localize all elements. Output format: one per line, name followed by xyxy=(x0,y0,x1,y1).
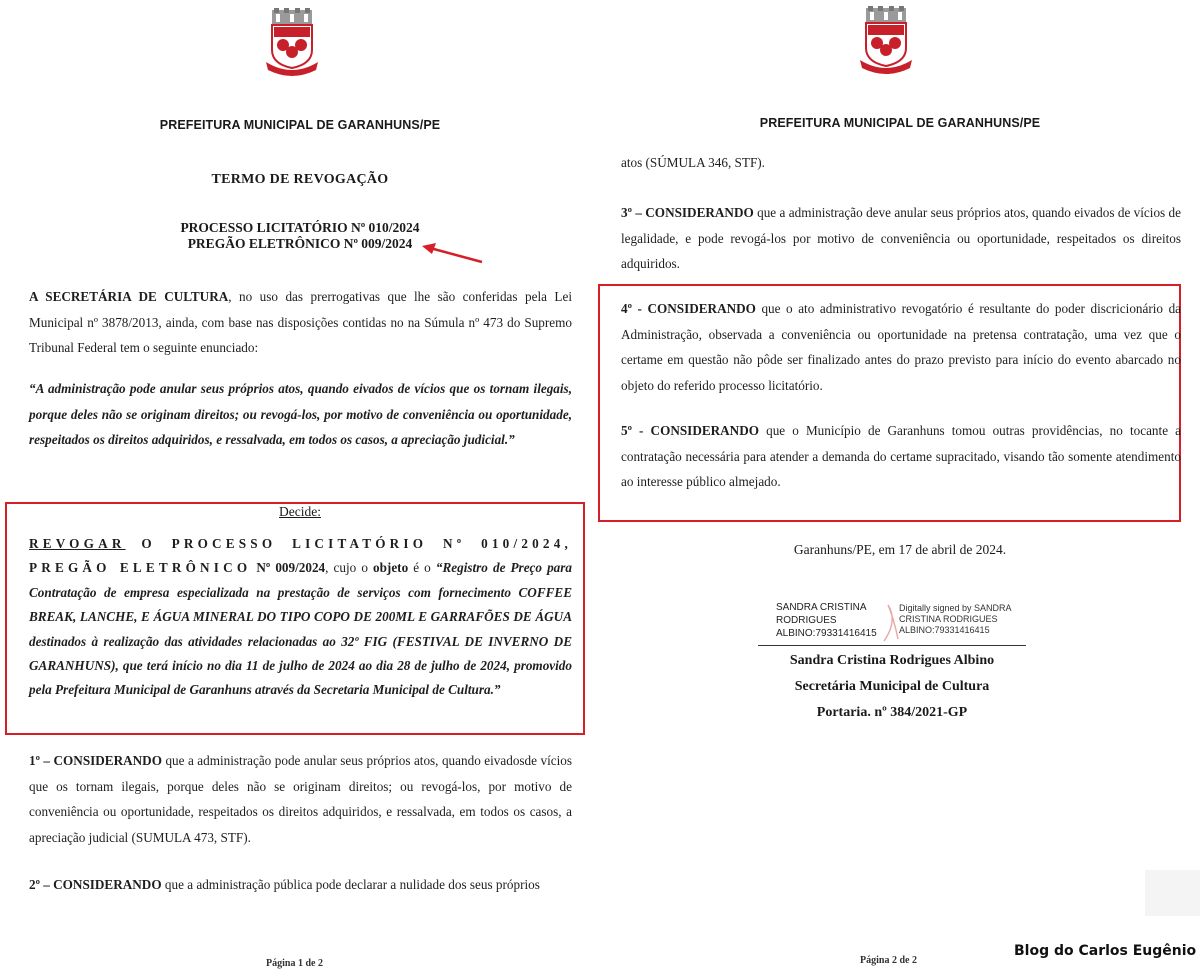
considerando-3-lead: 3º – CONSIDERANDO xyxy=(621,205,754,220)
page-footer xyxy=(266,958,323,969)
process-number-block xyxy=(0,220,600,252)
sig-name-line-1: SANDRA CRISTINA xyxy=(776,602,867,613)
footer-page-number: 2 xyxy=(891,955,897,966)
decide-label: Decide: xyxy=(279,504,321,519)
signatory-portaria: Portaria. nº 384/2021-GP xyxy=(816,705,968,720)
scan-artifact xyxy=(1145,870,1200,916)
decision-cujo: , cujo o xyxy=(325,560,373,576)
footer-total: 2 xyxy=(317,958,323,969)
footer-pre: Página xyxy=(860,955,892,966)
considerando-1 xyxy=(29,748,572,850)
blog-watermark: Blog do Carlos Eugênio xyxy=(1014,943,1197,959)
considerando-5-lead: 5º - CONSIDERANDO xyxy=(621,423,759,438)
intro-lead: A SECRETÁRIA DE CULTURA xyxy=(29,289,229,304)
footer-mid: de xyxy=(896,955,912,966)
considerando-1-lead: 1º – CONSIDERANDO xyxy=(29,753,162,768)
footer-page-number: 1 xyxy=(297,958,303,969)
considerando-2-lead: 2º – CONSIDERANDO xyxy=(29,877,162,892)
sumula-quote: “A administração pode anular seus próprios atos, quando eivados de vícios que os tornam ilegais, porque deles não se originam direitos; ou revogá-los, por motivo de conveniência ou oportunidade, respeitados os direitos adquiridos, e ressalvada, em todos os casos, a apreciação judicial.” xyxy=(29,381,572,447)
decision-objeto: objeto xyxy=(373,560,409,576)
decision-caps: O PROCESSO LICITATÓRIO Nº 010/2024, PREGÃO ELETRÔNICO xyxy=(29,536,572,576)
considerando-5-text: que o Município de Garanhuns tomou outras providências, no tocante a contratação necessária para atender a demanda do certame supracitado, visando tão somente atendimento ao interesse público almejado. xyxy=(621,423,1182,489)
signatory-block xyxy=(600,648,1184,726)
signatory-name: Sandra Cristina Rodrigues Albino xyxy=(789,653,995,668)
considerando-2-text: que a administração pública pode declarar a nulidade dos seus próprios xyxy=(161,877,540,892)
revogar-word: REVOGAR xyxy=(29,536,126,551)
sig-info-line-3: ALBINO:79331416415 xyxy=(899,625,990,635)
sig-name-line-2: RODRIGUES xyxy=(776,615,837,626)
footer-pre: Página xyxy=(266,958,298,969)
considerando-4 xyxy=(621,296,1181,398)
page-header: PREFEITURA MUNICIPAL DE GARANHUNS/PE xyxy=(759,116,1041,130)
intro-text: , no uso das prerrogativas que lhe são conferidas pela Lei Municipal nº 3878/2013, ainda, com base nas disposições contidas no na Súmula nº 473 do Supremo Tribunal Federal tem o seguinte enunciado: xyxy=(29,289,573,355)
considerando-4-text: que o ato administrativo revogatório é resultante do poder discricionário da Administração, observada a conveniência ou oportunidade na pretensa contratação, uma vez que o certame em questão não pôde ser finalizado antes do prazo previsto para início do evento abarcado no objeto do referido processo licitatório. xyxy=(621,301,1182,393)
digital-signature-info xyxy=(899,603,1024,636)
considerando-4-lead: 4º - CONSIDERANDO xyxy=(621,301,756,316)
document-page-2 xyxy=(600,0,1200,974)
sig-info-line-1: Digitally signed by SANDRA xyxy=(899,603,1012,613)
page-header: PREFEITURA MUNICIPAL DE GARANHUNS/PE xyxy=(159,118,441,132)
municipal-coat-of-arms-icon xyxy=(858,6,914,74)
municipal-coat-of-arms-icon xyxy=(264,8,320,76)
pregao-number: PREGÃO ELETRÔNICO Nº 009/2024 xyxy=(187,236,413,251)
document-title: TERMO DE REVOGAÇÃO xyxy=(211,172,389,187)
date-line: Garanhuns/PE, em 17 de abril de 2024. xyxy=(793,542,1007,557)
process-number: PROCESSO LICITATÓRIO Nº 010/2024 xyxy=(180,220,420,235)
decision-object-text: “Registro de Preço para Contratação de empresa especializada na prestação de serviços com fornecimento COFFEE BREAK, LANCHE, E ÁGUA MINERAL DO TIPO COPO DE 200ML E GARRAFÕES DE ÁGUA destinados à realização das atividades relacionadas ao 32º FIG (FESTIVAL DE INVERNO DE GARANHUNS), que terá início no dia 11 de julho de 2024 ao dia 28 de julho de 2024, promovido pela Prefeitura Municipal de Garanhuns através da Secretaria Municipal de Cultura.” xyxy=(29,560,572,698)
footer-mid: de xyxy=(302,958,318,969)
considerando-3 xyxy=(621,200,1181,277)
sig-name-line-3: ALBINO:79331416415 xyxy=(776,628,877,639)
considerando-3-text: que a administração deve anular seus próprios atos, quando eivados de vícios de legalidade, e pode revogá-los por motivo de conveniência ou oportunidade, respeitados os direitos adquiridos. xyxy=(621,205,1181,271)
considerando-1-text: que a administração pode anular seus próprios atos, quando eivadosde vícios que os tornam ilegais, porque deles não se originam direitos; ou revogá-los, por motivo de conveniência ou oportunidade, respeitados os direitos adquiridos, e ressalvada, em todos os casos, a apreciação judicial (SUMULA 473, STF). xyxy=(29,753,572,845)
digital-signature-name xyxy=(776,601,896,640)
sig-info-line-2: CRISTINA RODRIGUES xyxy=(899,614,998,624)
red-arrow-annotation-icon xyxy=(418,240,486,266)
decision-e: é o xyxy=(408,560,436,576)
intro-paragraph xyxy=(29,284,572,361)
signature-line xyxy=(758,645,1026,646)
digital-signature-block xyxy=(776,601,1016,645)
continuation-text: atos (SÚMULA 346, STF). xyxy=(621,155,765,170)
decision-pregao-number: Nº 009/2024 xyxy=(251,560,326,576)
signatory-role: Secretária Municipal de Cultura xyxy=(794,679,990,694)
footer-total: 2 xyxy=(911,955,917,966)
considerando-5 xyxy=(621,418,1181,495)
considerando-2 xyxy=(29,872,579,898)
decision-paragraph xyxy=(29,532,572,703)
page-footer xyxy=(860,955,917,966)
